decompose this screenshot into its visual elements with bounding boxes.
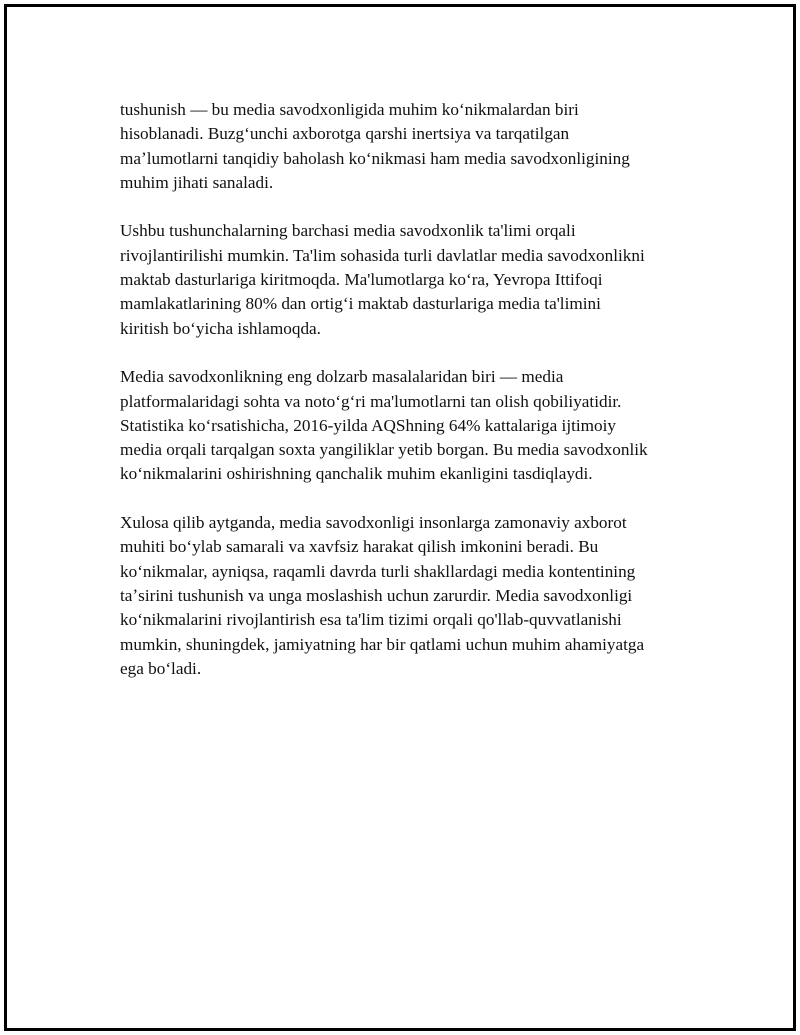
text-line: maʼlumotlarni tanqidiy baholash koʻnikmasi ham media savodxonligining: [120, 148, 630, 168]
text-line: mumkin, shuningdek, jamiyatning har bir qatlami uchun muhim ahamiyatga: [120, 634, 645, 654]
text-line: Xulosa qilib aytganda, media savodxonligi insonlarga zamonaviy axborot: [120, 513, 627, 533]
document-body: [120, 98, 710, 705]
text-line: platformalaridagi sohta va notoʻgʻri ma'lumotlarni tan olish qobiliyatidir.: [120, 391, 622, 411]
paragraph-2: [120, 219, 710, 340]
text-line: koʻnikmalarini oshirishning qanchalik muhim ekanligini tasdiqlaydi.: [120, 464, 593, 484]
text-line: ega boʻladi.: [120, 658, 202, 678]
text-line: rivojlantirilishi mumkin. Ta'lim sohasida turli davlatlar media savodxonlikni: [120, 245, 645, 265]
paragraph-4: [120, 511, 710, 681]
paragraph-3: [120, 365, 710, 486]
text-line: mamlakatlarining 80% dan ortigʻi maktab dasturlariga media ta'limini: [120, 294, 601, 314]
text-line: Statistika koʻrsatishicha, 2016-yilda AQShning 64% kattalariga ijtimoiy: [120, 415, 616, 435]
text-line: Ushbu tushunchalarning barchasi media savodxonlik ta'limi orqali: [120, 221, 576, 241]
text-line: kiritish boʻyicha ishlamoqda.: [120, 318, 321, 338]
text-line: Media savodxonlikning eng dolzarb masalalaridan biri — media: [120, 367, 564, 387]
text-line: hisoblanadi. Buzgʻunchi axborotga qarshi inertsiya va tarqatilgan: [120, 124, 570, 144]
text-line: koʻnikmalarini rivojlantirish esa ta'lim tizimi orqali qo'llab-quvvatlanishi: [120, 610, 622, 630]
text-line: koʻnikmalar, ayniqsa, raqamli davrda turli shakllardagi media kontentining: [120, 561, 636, 581]
document-page: [4, 4, 796, 1031]
text-line: tushunish — bu media savodxonligida muhim koʻnikmalardan biri: [120, 100, 579, 119]
text-line: media orqali tarqalgan soxta yangiliklar yetib borgan. Bu media savodxonlik: [120, 440, 648, 460]
text-line: muhim jihati sanaladi.: [120, 172, 274, 192]
text-line: taʼsirini tushunish va unga moslashish uchun zarurdir. Media savodxonligi: [120, 585, 633, 605]
text-line: muhiti boʻylab samarali va xavfsiz harakat qilish imkonini beradi. Bu: [120, 537, 599, 557]
paragraph-1: [120, 98, 710, 195]
text-line: maktab dasturlariga kiritmoqda. Ma'lumotlarga koʻra, Yevropa Ittifoqi: [120, 270, 603, 290]
